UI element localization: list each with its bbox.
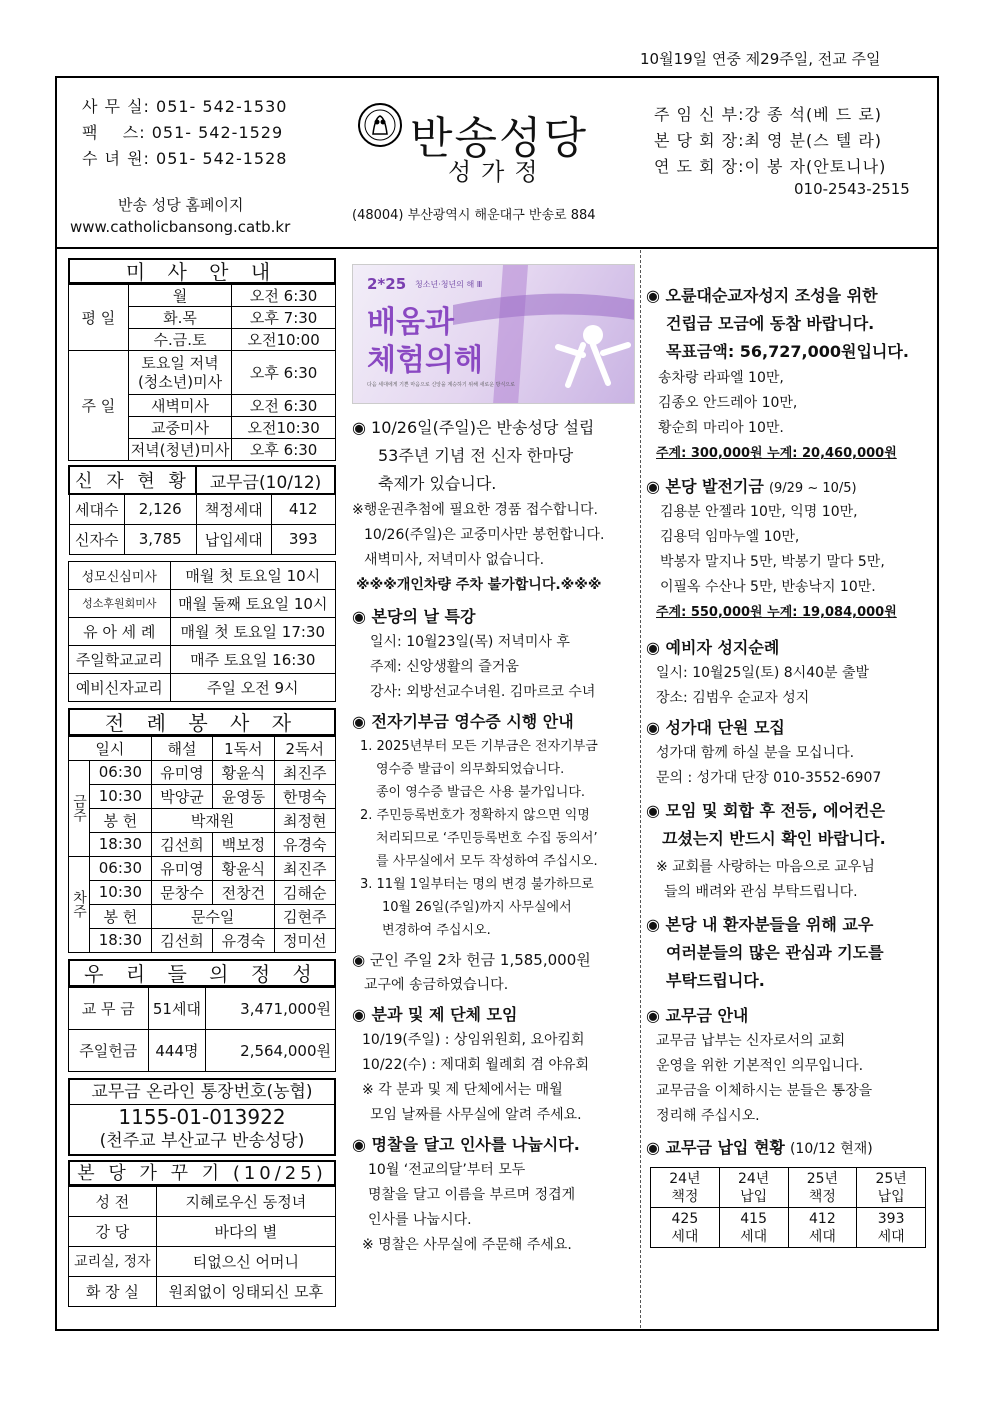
mass-time: 오전 6:30 <box>232 395 336 417</box>
notice-text: 인사를 나눕시다. <box>368 1212 472 1228</box>
notice-patients-title: ◉ 본당 내 환자분들을 위해 교우 <box>646 915 874 934</box>
parish-subtitle: 성가정 <box>448 158 548 186</box>
homepage-url[interactable]: www.catholicbansong.catb.kr <box>70 218 291 236</box>
decor-place: 성 전 <box>69 1186 157 1216</box>
mass-day: 저녁(청년)미사 <box>128 439 232 461</box>
column-divider <box>640 250 641 1328</box>
notice-text: 강사: 외방선교수녀원. 김마르코 수녀 <box>370 684 596 700</box>
next-week-label: 차주 <box>69 856 90 952</box>
liturgy-cell: 최진주 <box>274 856 335 880</box>
tithe-status-date: (10/12 현재) <box>789 1141 873 1157</box>
contact-office: 사 무 실: 051- 542-1530 <box>82 97 288 116</box>
mass-title: 미 사 안 내 <box>68 258 336 284</box>
notice-text: ※ 명찰은 사무실에 주문해 주세요. <box>362 1237 572 1253</box>
donor-text: 박봉자 말지나 5만, 박봉기 말다 5만, <box>660 554 885 570</box>
event-name: 성소후원회미사 <box>69 589 171 617</box>
notice-receipt-title: ◉ 전자기부금 영수증 시행 안내 <box>352 712 574 731</box>
members-table <box>68 465 336 555</box>
event-banner-image <box>352 264 635 404</box>
notice-lecture-title: ◉ 본당의 날 특강 <box>352 607 476 626</box>
tithe-title: 교무금(10/12) <box>196 466 335 494</box>
notice-text: 문의 : 성가대 단장 010-3552-6907 <box>656 770 882 786</box>
heart-table <box>68 987 336 1072</box>
notice-choir-title: ◉ 성가대 단원 모집 <box>646 718 785 737</box>
heart-cell: 교 무 금 <box>69 987 149 1029</box>
notice-festival-line3: 축제가 있습니다. <box>378 474 497 493</box>
liturgy-cell: 박재원 <box>151 808 274 832</box>
notice-text: 성가대 함께 하실 분을 모십니다. <box>656 745 855 761</box>
mass-day: 월 <box>128 285 232 307</box>
donor-text: 김용덕 임마누엘 10만, <box>660 529 800 545</box>
mass-table <box>68 284 336 461</box>
banner-small: 청소년·청년의 해 Ⅲ <box>415 280 483 289</box>
event-time: 매월 첫 토요일 17:30 <box>170 617 335 645</box>
liturgy-cell: 김선희 <box>151 832 212 856</box>
liturgy-cell: 유미영 <box>151 760 212 784</box>
notice-text: 모임 날짜를 사무실에 알려 주세요. <box>370 1107 582 1123</box>
donor-text: 김종오 안드레아 10만, <box>658 395 798 411</box>
liturgy-cell: 한명숙 <box>274 784 335 808</box>
notice-groups-title: ◉ 분과 및 제 단체 모임 <box>352 1005 518 1024</box>
event-time: 주일 오전 9시 <box>170 673 335 701</box>
decor-name: 티없으신 어머니 <box>156 1246 335 1276</box>
members-cell: 신자수 <box>69 524 124 554</box>
notice-text: 1. 2025년부터 모든 기부금은 전자기부금 <box>360 739 598 754</box>
notice-lights-title: ◉ 모임 및 회합 후 전등, 에어컨은 <box>646 801 885 820</box>
homepage-label: 반송 성당 홈페이지 <box>118 196 244 214</box>
fund-period: (9/29 ~ 10/5) <box>768 481 857 496</box>
decor-table <box>68 1186 336 1307</box>
notice-fund-title: ◉ 본당 발전기금 <box>646 477 764 496</box>
notice-text: 처리되므로 ‘주민등록번호 수집 동의서’ <box>376 831 598 846</box>
decor-name: 원죄없이 잉태되신 모후 <box>156 1276 335 1306</box>
liturgy-cell: 10:30 <box>90 880 152 904</box>
mass-time: 오전10:30 <box>232 417 336 439</box>
tithe-header: 25년 책정 <box>788 1168 857 1208</box>
notice-text: 교무금을 이체하시는 분들은 통장을 <box>656 1083 873 1099</box>
liturgy-cell: 김해순 <box>274 880 335 904</box>
liturgy-cell: 유미영 <box>151 856 212 880</box>
notice-text: 3. 11월 1일부터는 명의 변경 불가하므로 <box>360 877 594 892</box>
top-date: 10월19일 연중 제29주일, 전교 주일 <box>640 50 881 68</box>
notice-text: 변경하여 주십시오. <box>382 923 491 938</box>
decor-place: 강 당 <box>69 1216 157 1246</box>
tithe-value: 393 세대 <box>857 1208 926 1248</box>
mass-time: 오전 6:30 <box>232 285 336 307</box>
liturgy-cell: 문수일 <box>151 904 274 928</box>
parish-title: 반송성당 <box>410 113 589 164</box>
decor-name: 지혜로우신 동정녀 <box>156 1186 335 1216</box>
donor-text: 송차랑 라파엘 10만, <box>658 370 784 386</box>
mass-day: 수.금.토 <box>128 329 232 351</box>
liturgy-cell: 정미선 <box>274 928 335 952</box>
event-name: 예비신자교리 <box>69 673 171 701</box>
event-time: 매월 첫 토요일 10시 <box>170 561 335 589</box>
liturgy-cell: 황윤식 <box>213 760 274 784</box>
decor-place: 교리실, 정자 <box>69 1246 157 1276</box>
notice-tithe-status-title: ◉ 교무금 납입 현황 <box>646 1138 785 1157</box>
notice-text: 10/22(수) : 제대회 월례회 겸 야유회 <box>362 1057 590 1073</box>
heart-cell: 51세대 <box>148 987 206 1029</box>
members-cell: 393 <box>271 524 335 554</box>
decor-title: 본 당 가 꾸 기 (10/25) <box>68 1160 336 1186</box>
notice-text: 일시: 10월23일(목) 저녁미사 후 <box>370 634 570 650</box>
donor-text: 이필옥 수산나 5만, 반송낙지 10만. <box>660 579 876 595</box>
fund-total: 주계: 550,000원 누계: 19,084,000원 <box>656 605 897 620</box>
mass-time: 오후 6:30 <box>232 351 336 395</box>
staff-elder: 연 도 회 장:이 봉 자(안토니나) <box>654 157 887 176</box>
liturgy-cell: 전창건 <box>213 880 274 904</box>
mass-day: 화.목 <box>128 307 232 329</box>
mass-day: 교중미사 <box>128 417 232 439</box>
decor-name: 바다의 별 <box>156 1216 335 1246</box>
members-cell: 납입세대 <box>196 524 271 554</box>
liturgy-cell: 김선희 <box>151 928 212 952</box>
event-name: 유 아 세 례 <box>69 617 171 645</box>
liturgy-cell: 06:30 <box>90 856 152 880</box>
liturgy-cell: 박양균 <box>151 784 212 808</box>
notice-text: 명찰을 달고 이름을 부르며 정겹게 <box>368 1187 576 1203</box>
mass-time: 오후 6:30 <box>232 439 336 461</box>
liturgy-header: 2독서 <box>274 736 335 760</box>
bank-title: 교무금 온라인 통장번호(농협) <box>70 1080 334 1105</box>
heart-cell: 주일헌금 <box>69 1029 149 1071</box>
sunday-label: 주 일 <box>69 351 129 461</box>
notice-text: 10월 ‘전교의달’부터 모두 <box>368 1162 526 1178</box>
notice-text: 영수증 발급이 의무화되었습니다. <box>376 762 565 777</box>
liturgy-cell: 18:30 <box>90 928 152 952</box>
event-name: 성모신심미사 <box>69 561 171 589</box>
tithe-value: 425 세대 <box>651 1208 720 1248</box>
notice-text: 교구에 송금하였습니다. <box>364 977 509 993</box>
notice-text: 10월 26일(주일)까지 사무실에서 <box>382 900 572 915</box>
weekday-label: 평 일 <box>69 285 129 351</box>
heart-cell: 444명 <box>148 1029 206 1071</box>
notice-text: 2. 주민등록번호가 정확하지 않으면 익명 <box>360 808 590 823</box>
members-cell: 3,785 <box>124 524 196 554</box>
mass-time: 오전10:00 <box>232 329 336 351</box>
tithe-header: 24년 책정 <box>651 1168 720 1208</box>
contact-fax: 팩 스: 051- 542-1529 <box>82 123 284 142</box>
heart-title: 우 리 들 의 정 성 <box>68 959 336 987</box>
contact-convent: 수 녀 원: 051- 542-1528 <box>82 149 288 168</box>
notice-tithe-title: ◉ 교무금 안내 <box>646 1006 749 1025</box>
banner-year: 2*25 <box>367 275 407 293</box>
notice-lights-line2: 끄셨는지 반드시 확인 바랍니다. <box>662 829 886 848</box>
heart-cell: 2,564,000원 <box>206 1029 336 1071</box>
liturgy-cell: 봉 헌 <box>90 904 152 928</box>
notice-text: ※ 각 분과 및 제 단체에서는 매월 <box>362 1082 563 1098</box>
members-cell: 책정세대 <box>196 494 271 524</box>
notice-shrine-line3: 목표금액: 56,727,000원입니다. <box>666 342 909 361</box>
notice-text: 정리해 주십시오. <box>656 1108 760 1124</box>
members-cell: 2,126 <box>124 494 196 524</box>
notice-nametag-title: ◉ 명찰을 달고 인사를 나눕시다. <box>352 1135 580 1154</box>
tithe-header: 25년 납입 <box>857 1168 926 1208</box>
notice-text: 장소: 김범우 순교자 성지 <box>656 690 810 706</box>
bank-holder: (천주교 부산교구 반송성당) <box>99 1130 305 1151</box>
staff-president: 본 당 회 장:최 영 분(스 텔 라) <box>654 131 883 150</box>
event-time: 매월 둘째 토요일 10시 <box>170 589 335 617</box>
notice-text: 10/19(주일) : 상임위원회, 요아킴회 <box>362 1032 585 1048</box>
members-cell: 세대수 <box>69 494 124 524</box>
mass-day: 새벽미사 <box>128 395 232 417</box>
liturgy-cell: 최정현 <box>274 808 335 832</box>
this-week-label: 금주 <box>69 760 90 856</box>
liturgy-cell: 유경숙 <box>274 832 335 856</box>
liturgy-title: 전 례 봉 사 자 <box>68 708 336 736</box>
mass-day: 토요일 저녁 (청소년)미사 <box>128 351 232 395</box>
liturgy-cell: 문창수 <box>151 880 212 904</box>
members-title: 신 자 현 황 <box>69 466 196 494</box>
liturgy-cell: 최진주 <box>274 760 335 784</box>
notice-shrine-line2: 건립금 모금에 동참 바랍니다. <box>666 314 875 333</box>
liturgy-header: 일시 <box>69 736 152 760</box>
parish-logo-icon <box>357 102 403 148</box>
bank-box <box>68 1078 336 1156</box>
notice-text: 교무금 납부는 신자로서의 교회 <box>656 1033 846 1049</box>
tithe-value: 412 세대 <box>788 1208 857 1248</box>
notice-text: ※※※개인차량 주차 불가합니다.※※※ <box>356 577 602 593</box>
liturgy-header: 1독서 <box>213 736 274 760</box>
notice-text: 운영을 위한 기본적인 의무입니다. <box>656 1058 864 1074</box>
mass-time: 오후 7:30 <box>232 307 336 329</box>
notice-text: 주제: 신앙생활의 즐거움 <box>370 659 519 675</box>
left-column <box>68 258 336 1307</box>
donor-text: 김용분 안젤라 10만, 익명 10만, <box>660 504 858 520</box>
banner-caption: 다음 세대에게 기쁜 마음으로 신앙을 계승하기 위해 새로운 방식으로 <box>367 382 515 388</box>
events-table <box>68 561 336 702</box>
notice-text: ※ 교회를 사랑하는 마음으로 교우님 <box>656 859 875 875</box>
right-column <box>646 282 928 1248</box>
decor-place: 화 장 실 <box>69 1276 157 1306</box>
notice-military: ◉ 군인 주일 2차 헌금 1,585,000원 <box>352 951 591 969</box>
notice-festival-title: ◉ 10/26일(주일)은 반송성당 설립 <box>352 418 595 437</box>
tithe-status-table <box>650 1167 926 1248</box>
liturgy-cell: 유경숙 <box>213 928 274 952</box>
heart-cell: 3,471,000원 <box>206 987 336 1029</box>
shrine-total: 주계: 300,000원 누계: 20,460,000원 <box>656 446 897 461</box>
event-name: 주일학교교리 <box>69 645 171 673</box>
notice-text: 들의 배려와 관심 부탁드립니다. <box>664 884 858 900</box>
liturgy-cell: 06:30 <box>90 760 152 784</box>
header-divider <box>55 247 939 249</box>
notice-text: ※행운권추첨에 필요한 경품 접수합니다. <box>352 502 598 518</box>
notice-text: 종이 영수증 발급은 사용 불가입니다. <box>376 785 586 800</box>
liturgy-cell: 봉 헌 <box>90 808 152 832</box>
notice-text: 일시: 10월25일(토) 8시40분 출발 <box>656 665 870 681</box>
notice-text: 새벽미사, 저녁미사 없습니다. <box>364 552 545 568</box>
notice-patients-line3: 부탁드립니다. <box>666 971 765 990</box>
event-time: 매주 토요일 16:30 <box>170 645 335 673</box>
liturgy-cell: 18:30 <box>90 832 152 856</box>
liturgy-cell: 10:30 <box>90 784 152 808</box>
donor-text: 황순희 마리아 10만. <box>658 420 784 436</box>
staff-phone: 010-2543-2515 <box>794 180 910 198</box>
notice-patients-line2: 여러분들의 많은 관심과 기도를 <box>666 943 884 962</box>
banner-big2: 체험의해 <box>367 343 483 378</box>
liturgy-cell: 황윤식 <box>213 856 274 880</box>
notice-festival-line2: 53주년 기념 전 신자 한마당 <box>378 446 574 465</box>
notice-shrine-title: ◉ 오륜대순교자성지 조성을 위한 <box>646 286 878 305</box>
notice-text: 10/26(주일)은 교중미사만 봉헌합니다. <box>364 527 605 543</box>
parish-address: (48004) 부산광역시 해운대구 반송로 884 <box>352 208 596 223</box>
bank-number[interactable]: 1155-01-013922 <box>118 1104 286 1129</box>
tithe-header: 24년 납입 <box>719 1168 788 1208</box>
tithe-value: 415 세대 <box>719 1208 788 1248</box>
liturgy-cell: 윤영동 <box>213 784 274 808</box>
liturgy-table <box>68 736 336 953</box>
notice-text: 를 사무실에서 모두 작성하여 주십시오. <box>376 854 598 869</box>
members-cell: 412 <box>271 494 335 524</box>
liturgy-cell: 김현주 <box>274 904 335 928</box>
notice-pilgrimage-title: ◉ 예비자 성지순례 <box>646 638 780 657</box>
staff-priest: 주 임 신 부:강 종 석(베 드 로) <box>654 105 883 124</box>
liturgy-header: 해설 <box>151 736 212 760</box>
middle-column <box>352 414 638 1258</box>
banner-big1: 배움과 <box>367 305 454 340</box>
liturgy-cell: 백보정 <box>213 832 274 856</box>
